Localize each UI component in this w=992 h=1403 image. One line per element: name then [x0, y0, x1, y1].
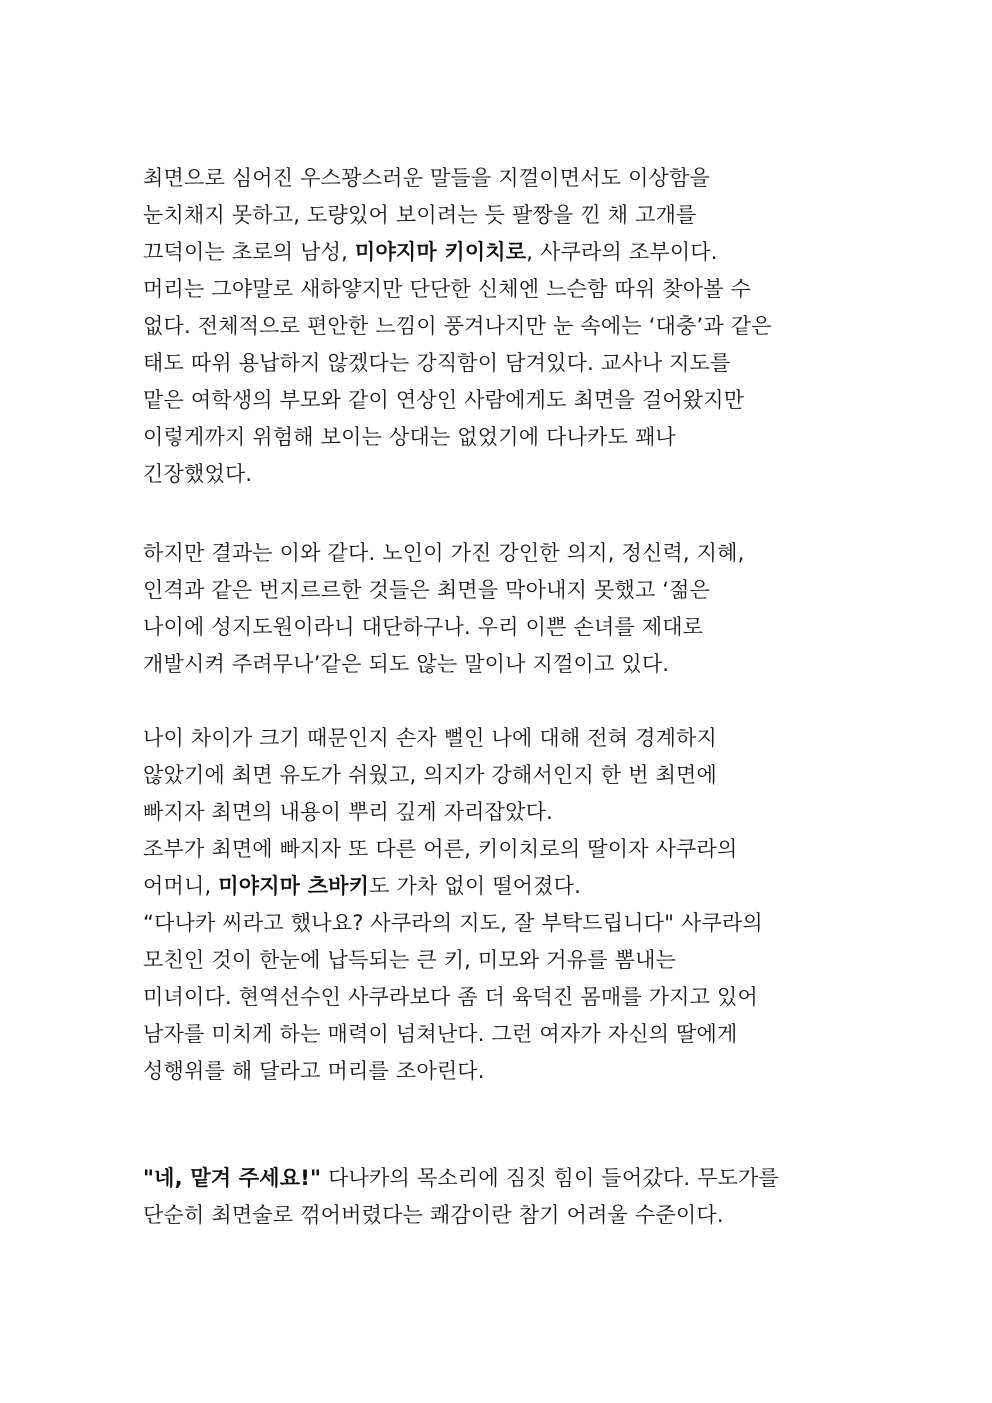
- text-line: [143, 538, 745, 568]
- text-line: [143, 908, 763, 938]
- text-line: [143, 723, 717, 753]
- bold-text: "네, 맡겨 주세요!": [143, 1166, 322, 1190]
- text-line: [143, 797, 553, 827]
- text-span: 최면으로 심어진 우스꽝스러운 말들을 지껄이면서도 이상함을: [143, 166, 711, 190]
- bold-text: 미야지마 키이치로: [354, 240, 527, 264]
- text-line: [143, 1200, 724, 1230]
- text-line: [143, 163, 710, 193]
- text-line: [143, 575, 710, 605]
- text-span: 인격과 같은 번지르르한 것들은 최면을 막아내지 못했고 ‘젊은: [143, 578, 711, 602]
- text-span: 나이에 성지도원이라니 대단하구나. 우리 이쁜 손녀를 제대로: [143, 615, 704, 639]
- text-span: 남자를 미치게 하는 매력이 넘쳐난다. 그런 여자가 자신의 딸에게: [143, 1022, 738, 1046]
- text-span: 긴장했었다.: [143, 462, 253, 486]
- text-span: 않았기에 최면 유도가 쉬웠고, 의지가 강해서인지 한 번 최면에: [143, 763, 718, 787]
- text-line: [143, 1056, 485, 1086]
- text-span: 나이 차이가 크기 때문인지 손자 뻘인 나에 대해 전혀 경계하지: [143, 726, 718, 750]
- text-span: , 사쿠라의 조부이다.: [526, 240, 718, 264]
- text-span: 어머니,: [143, 874, 219, 898]
- text-line: [143, 422, 676, 452]
- text-span: 이렇게까지 위험해 보이는 상대는 없었기에 다나카도 꽤나: [143, 425, 676, 449]
- text-span: 눈치채지 못하고, 도량있어 보이려는 듯 팔짱을 낀 채 고개를: [143, 203, 697, 227]
- text-span: 미녀이다. 현역선수인 사쿠라보다 좀 더 육덕진 몸매를 가지고 있어: [143, 985, 758, 1009]
- text-span: “다나카 씨라고 했나요? 사쿠라의 지도, 잘 부탁드립니다" 사쿠라의: [143, 911, 763, 935]
- text-line: [143, 649, 669, 679]
- text-line: [143, 760, 717, 790]
- text-span: 단순히 최면술로 꺾어버렸다는 쾌감이란 참기 어려울 수준이다.: [143, 1203, 724, 1227]
- text-span: 없다. 전체적으로 편안한 느낌이 풍겨나지만 눈 속에는 ‘대충’과 같은: [143, 314, 772, 338]
- text-line: [143, 200, 697, 230]
- text-span: 맡은 여학생의 부모와 같이 연상인 사람에게도 최면을 걸어왔지만: [143, 388, 745, 412]
- text-span: 개발시켜 주려무나’같은 되도 않는 말이나 지껄이고 있다.: [143, 652, 670, 676]
- text-span: 조부가 최면에 빠지자 또 다른 어른, 키이치로의 딸이자 사쿠라의: [143, 837, 738, 861]
- text-span: 머리는 그야말로 새하얗지만 단단한 신체엔 느슨함 따위 찾아볼 수: [143, 277, 752, 301]
- text-span: 끄덕이는 초로의 남성,: [143, 240, 355, 264]
- text-span: 성행위를 해 달라고 머리를 조아린다.: [143, 1059, 485, 1083]
- text-line: [143, 871, 581, 901]
- text-line: [143, 982, 758, 1012]
- text-line: [143, 834, 738, 864]
- text-line: [143, 612, 703, 642]
- text-line: [143, 945, 676, 975]
- text-span: 하지만 결과는 이와 같다. 노인이 가진 강인한 의지, 정신력, 지혜,: [143, 541, 745, 565]
- text-span: 태도 따위 용납하지 않겠다는 강직함이 담겨있다. 교사나 지도를: [143, 351, 731, 375]
- text-line: [143, 311, 772, 341]
- text-span: 도 가차 없이 떨어졌다.: [369, 874, 582, 898]
- bold-text: 미야지마 츠바키: [218, 874, 370, 898]
- text-line: [143, 1163, 779, 1193]
- text-line: [143, 459, 252, 489]
- text-span: 모친인 것이 한눈에 납득되는 큰 키, 미모와 거유를 뽐내는: [143, 948, 677, 972]
- text-span: 다나카의 목소리에 짐짓 힘이 들어갔다. 무도가를: [321, 1166, 780, 1190]
- text-span: 빠지자 최면의 내용이 뿌리 깊게 자리잡았다.: [143, 800, 553, 824]
- text-line: [143, 348, 731, 378]
- text-line: [143, 385, 744, 415]
- text-line: [143, 274, 751, 304]
- text-line: [143, 1019, 738, 1049]
- text-line: [143, 237, 718, 267]
